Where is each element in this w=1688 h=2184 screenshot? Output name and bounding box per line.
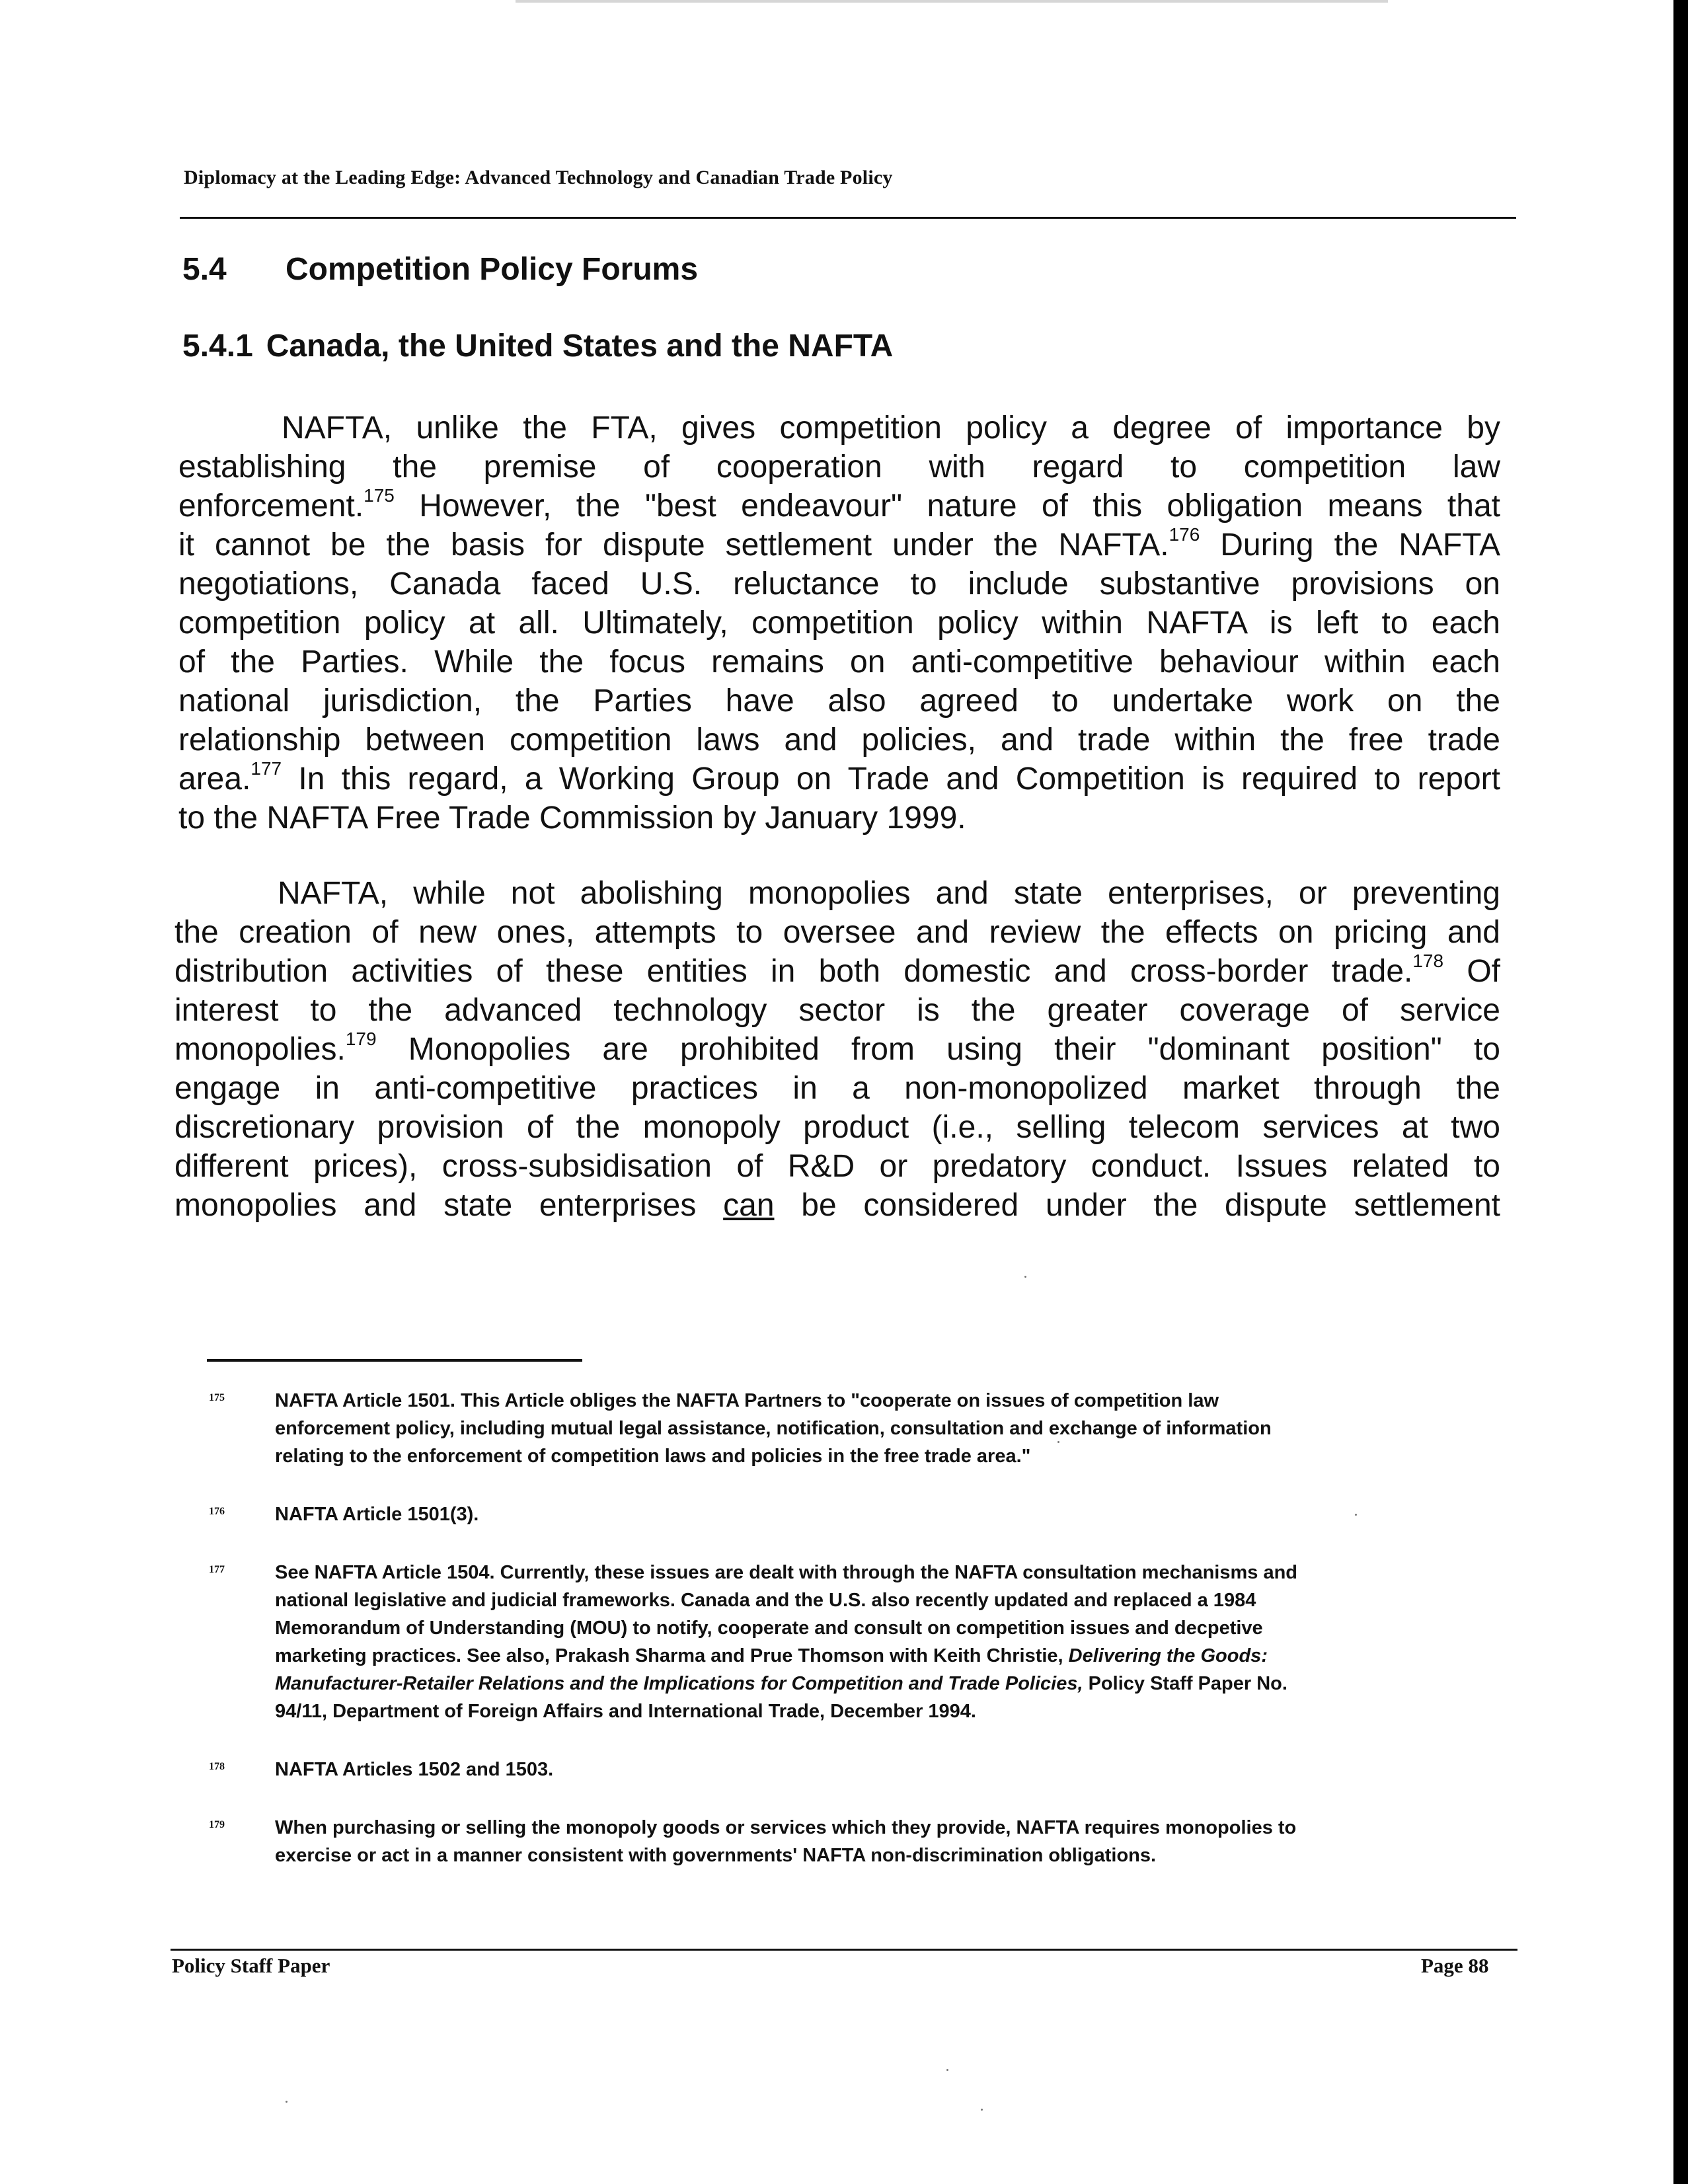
footnote-mark: 176 xyxy=(209,1506,225,1517)
book-title: Manufacturer-Retailer Relations and the Implications for Competition and Trade Policies, xyxy=(275,1673,1083,1694)
subsection-heading xyxy=(182,328,893,364)
footnote-line: When purchasing or selling the monopoly goods or services which they provide, NAFTA requires monopolies to xyxy=(275,1817,1297,1838)
footnote-line: See NAFTA Article 1504. Currently, these issues are dealt with through the NAFTA consultation mechanisms and xyxy=(275,1562,1297,1583)
running-footer-left: Policy Staff Paper xyxy=(172,1954,330,1977)
text-line: the creation of new ones, attempts to oversee and review the effects on pricing and xyxy=(174,915,1500,950)
scan-speck xyxy=(1355,1514,1357,1516)
scan-speck xyxy=(1024,1276,1026,1278)
text-line xyxy=(174,952,1500,991)
text-line xyxy=(178,487,1500,526)
text-line: of the Parties. While the focus remains on anti-competitive behaviour within each xyxy=(178,644,1500,680)
text-line xyxy=(174,1186,1500,1225)
footnote-ref-178[interactable]: 178 xyxy=(1412,951,1444,971)
footnote-line: enforcement policy, including mutual legal assistance, notification, consultation and exchange of information xyxy=(275,1418,1272,1439)
footnote-line: Memorandum of Understanding (MOU) to notify, cooperate and consult on competition issues and decpetive xyxy=(275,1618,1263,1639)
footnote-ref-179[interactable]: 179 xyxy=(345,1029,377,1049)
text-run: However, the "best endeavour" nature of this obligation means that xyxy=(394,488,1500,524)
text-run: distribution activities of these entities in both domestic and cross-border trade. xyxy=(174,954,1413,989)
text-run: In this regard, a Working Group on Trade and Competition is required to report xyxy=(282,761,1500,797)
footnote-line: NAFTA Article 1501. This Article obliges the NAFTA Partners to "cooperate on issues of competition law xyxy=(275,1390,1219,1411)
scan-speck xyxy=(981,2109,983,2111)
text-line: different prices), cross-subsidisation of R&D or predatory conduct. Issues related to xyxy=(174,1149,1500,1184)
text-run: Monopolies are prohibited from using their "dominant position" to xyxy=(376,1032,1500,1067)
text-run: enforcement. xyxy=(178,488,364,524)
section-title: Competition Policy Forums xyxy=(286,252,699,287)
footnote-line: national legislative and judicial frameworks. Canada and the U.S. also recently updated and replaced a 1984 xyxy=(275,1590,1256,1611)
footnote-line: relating to the enforcement of competition laws and policies in the free trade area." xyxy=(275,1446,1031,1467)
text-line: NAFTA, unlike the FTA, gives competition policy a degree of importance by xyxy=(282,410,1500,446)
text-run: be considered under the dispute settlement xyxy=(774,1188,1501,1223)
text-run: Policy Staff Paper No. xyxy=(1083,1673,1287,1694)
paragraph-1 xyxy=(178,409,1500,838)
footnote-line xyxy=(275,1642,1504,1670)
text-run: Of xyxy=(1443,954,1501,989)
footnote-ref-177[interactable]: 177 xyxy=(250,758,282,779)
text-line: discretionary provision of the monopoly product (i.e., selling telecom services at two xyxy=(174,1110,1500,1145)
footnote-178 xyxy=(209,1756,1504,1783)
scan-speck xyxy=(946,2069,948,2071)
text-line: engage in anti-competitive practices in a non-monopolized market through the xyxy=(174,1071,1500,1106)
text-line: interest to the advanced technology sector is the greater coverage of service xyxy=(174,993,1500,1028)
text-run: During the NAFTA xyxy=(1200,527,1501,563)
footer-rule xyxy=(171,1949,1517,1951)
text-line: establishing the premise of cooperation with regard to competition law xyxy=(178,449,1500,485)
text-run: area. xyxy=(178,761,251,797)
section-number: 5.4 xyxy=(182,252,227,287)
footnote-175 xyxy=(209,1387,1504,1470)
footnotes xyxy=(209,1387,1504,1900)
footnote-177 xyxy=(209,1559,1504,1725)
footnote-176 xyxy=(209,1501,1504,1528)
subsection-number: 5.4.1 xyxy=(182,329,253,364)
header-rule xyxy=(180,217,1516,219)
footnote-mark: 177 xyxy=(209,1564,225,1575)
footnote-line: NAFTA Articles 1502 and 1503. xyxy=(275,1759,554,1780)
section-heading xyxy=(182,251,698,288)
scan-top-strip xyxy=(516,0,1388,3)
text-line xyxy=(178,760,1500,799)
text-line: competition policy at all. Ultimately, competition policy within NAFTA is left to each xyxy=(178,605,1500,641)
scan-speck xyxy=(1057,1441,1059,1443)
footnote-line: 94/11, Department of Foreign Affairs and International Trade, December 1994. xyxy=(275,1701,976,1722)
text-line: negotiations, Canada faced U.S. reluctance to include substantive provisions on xyxy=(178,566,1500,602)
text-line xyxy=(178,526,1500,565)
scan-speck xyxy=(286,2101,288,2103)
text-run: monopolies and state enterprises xyxy=(174,1188,724,1223)
underlined-word: can xyxy=(723,1188,775,1223)
text-line: NAFTA, while not abolishing monopolies and state enterprises, or preventing xyxy=(278,876,1500,911)
footnote-179 xyxy=(209,1814,1504,1869)
footnote-line: NAFTA Article 1501(3). xyxy=(275,1504,479,1525)
text-run: marketing practices. See also, Prakash Sharma and Prue Thomson with Keith Christie, xyxy=(275,1645,1069,1666)
footnote-mark: 175 xyxy=(209,1392,225,1403)
text-run: it cannot be the basis for dispute settlement under the NAFTA. xyxy=(178,527,1169,563)
page-number: Page 88 xyxy=(1421,1954,1489,1977)
running-header: Diplomacy at the Leading Edge: Advanced Technology and Canadian Trade Policy xyxy=(184,167,893,188)
scan-right-edge xyxy=(1673,0,1688,2184)
book-title: Delivering the Goods: xyxy=(1068,1645,1268,1666)
footnote-line xyxy=(275,1670,1504,1697)
footnote-mark: 179 xyxy=(209,1819,225,1830)
footnote-separator xyxy=(207,1359,582,1362)
subsection-title: Canada, the United States and the NAFTA xyxy=(266,329,894,364)
text-line: national jurisdiction, the Parties have also agreed to undertake work on the xyxy=(178,683,1500,719)
footnote-ref-175[interactable]: 175 xyxy=(364,485,395,506)
footnote-mark: 178 xyxy=(209,1761,225,1772)
text-run: monopolies. xyxy=(174,1032,346,1067)
footnote-ref-176[interactable]: 176 xyxy=(1169,524,1200,545)
text-line: to the NAFTA Free Trade Commission by January 1999. xyxy=(178,800,966,836)
paragraph-2 xyxy=(174,874,1500,1225)
text-line: relationship between competition laws and policies, and trade within the free trade xyxy=(178,722,1500,758)
text-line xyxy=(174,1030,1500,1069)
footnote-line: exercise or act in a manner consistent with governments' NAFTA non-discrimination obligations. xyxy=(275,1845,1157,1866)
